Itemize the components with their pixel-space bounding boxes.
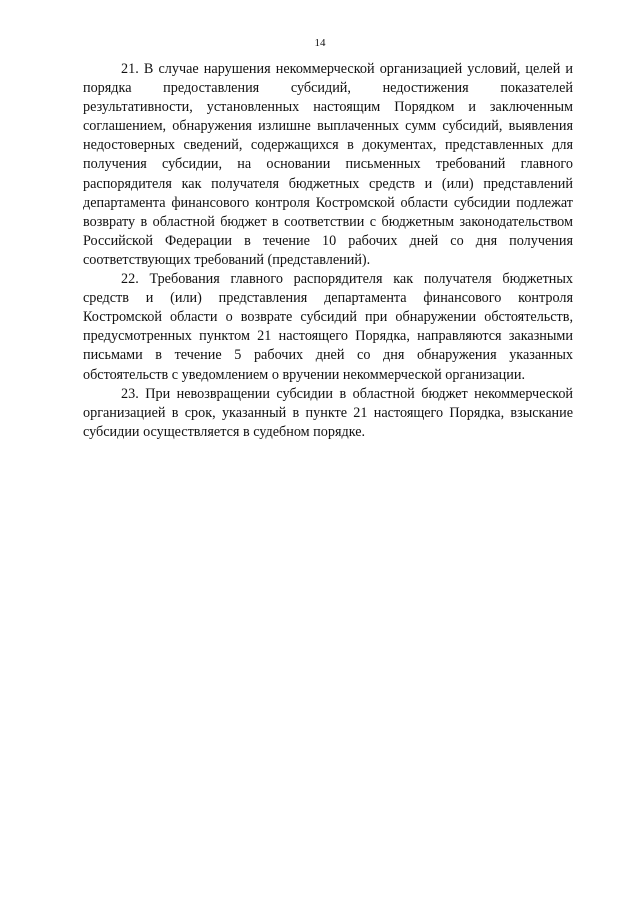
page-number: 14 [314,37,326,49]
paragraph-21 [83,60,573,270]
document-body [83,60,573,442]
paragraph-number: 21. [121,61,139,77]
paragraph-number: 22. [121,271,139,288]
paragraph-22 [83,270,573,385]
paragraph-number: 23. [121,385,139,402]
paragraph-text: Требования главного распорядителя как получателя бюджетных средств и (или) представления департамента финансового контроля Костромской области о возврате субсидий при обнаружении обстоятельств, предусмотренных пунктом 21 настоящего Порядка, направляются заказными письмами в течение 5 рабочих дней со дня обнаружения указанных обстоятельств с уведомлением о вручении некоммерческой организации. [83,271,574,383]
paragraph-text: В случае нарушения некоммерческой организацией условий, целей и порядка предоставления субсидий, недостижения показателей результативности, установленных настоящим Порядком и заключенным соглашением, обнаружения излишне выплаченных сумм субсидий, выявления недостоверных сведений, содержащихся в документах, представленных для получения субсидии, на основании письменных требований главного распорядителя как получателя бюджетных средств и (или) представлений департамента финансового контроля Костромской области субсидии подлежат возврату в областной бюджет в соответствии с бюджетным законодательством Российской Федерации в течение 10 рабочих дней со дня получения соответствующих требований (представлений). [83,61,574,268]
paragraph-text: При невозвращении субсидии в областной бюджет некоммерческой организацией в срок, указанный в пункте 21 настоящего Порядка, взыскание субсидии осуществляется в судебном порядке. [83,385,574,440]
paragraph-23 [83,385,573,442]
